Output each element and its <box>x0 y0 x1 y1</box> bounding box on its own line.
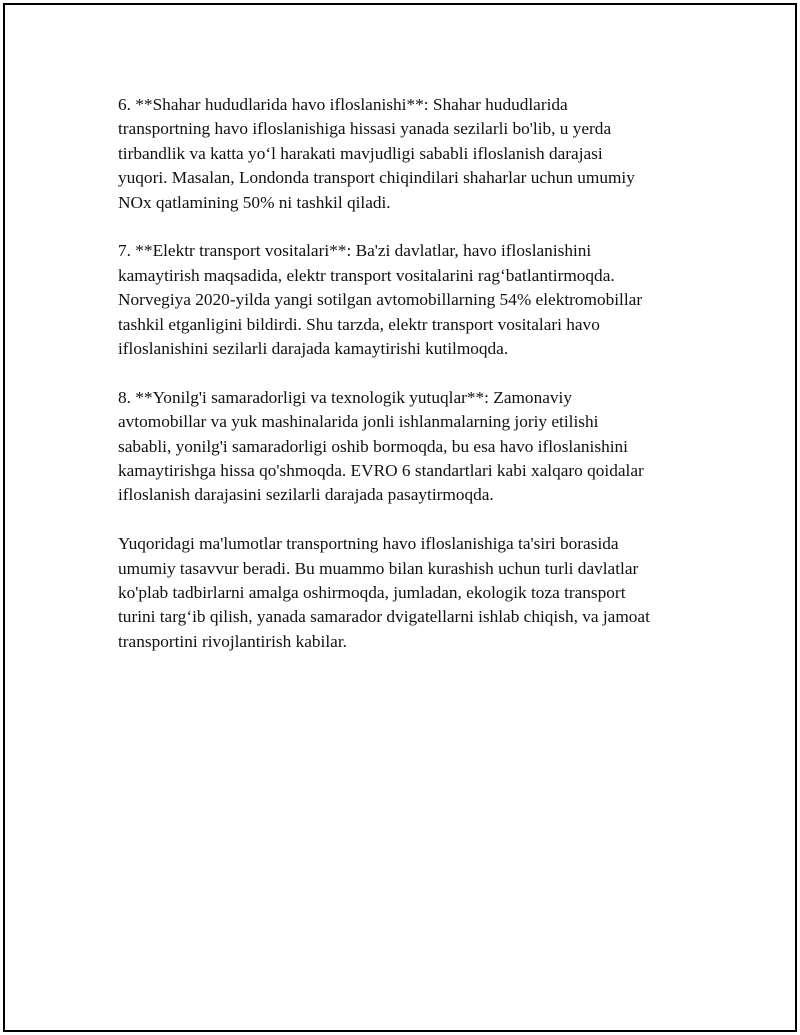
paragraph-conclusion: Yuqoridagi ma'lumotlar transportning havo ifloslanishiga ta'siri borasida umumiy tasavvur beradi. Bu muammo bilan kurashish uchun turli davlatlar ko'plab tadbirlarni amalga oshirmoqda, jumladan, ekologik toza transport turini targ‘ib qilish, yanada samarador dvigatellarni ishlab chiqish, va jamoat transportini rivojlantirish kabilar. <box>118 534 650 651</box>
paragraph-urban-pollution: 6. **Shahar hududlarida havo ifloslanishi**: Shahar hududlarida transportning havo ifloslanishiga hissasi yanada sezilarli bo'lib, u yerda tirbandlik va katta yo‘l harakati mavjudligi sababli ifloslanish darajasi yuqori. Masalan, Londonda transport chiqindilari shaharlar uchun umumiy NOx qatlamining 50% ni tashkil qiladi. <box>118 95 635 212</box>
paragraph-electric-vehicles: 7. **Elektr transport vositalari**: Ba'zi davlatlar, havo ifloslanishini kamaytirish maqsadida, elektr transport vositalarini rag‘batlantirmoqda. Norvegiya 2020-yilda yangi sotilgan avtomobillarning 54% elektromobillar tashkil etganligini bildirdi. Shu tarzda, elektr transport vositalari havo ifloslanishini sezilarli darajada kamaytirishi kutilmoqda. <box>118 241 643 359</box>
paragraph-fuel-efficiency: 8. **Yonilg'i samaradorligi va texnologik yutuqlar**: Zamonaviy avtomobillar va yuk mashinalarida jonli ishlanmalarning joriy etilishi sababli, yonilg'i samaradorligi oshib bormoqda, bu esa havo ifloslanishini kamaytirishga hissa qo'shmoqda. EVRO 6 standartlari kabi xalqaro qoidalar ifloslanish darajasini sezilarli darajada pasaytirmoqda. <box>118 387 644 505</box>
document-body <box>118 93 693 679</box>
